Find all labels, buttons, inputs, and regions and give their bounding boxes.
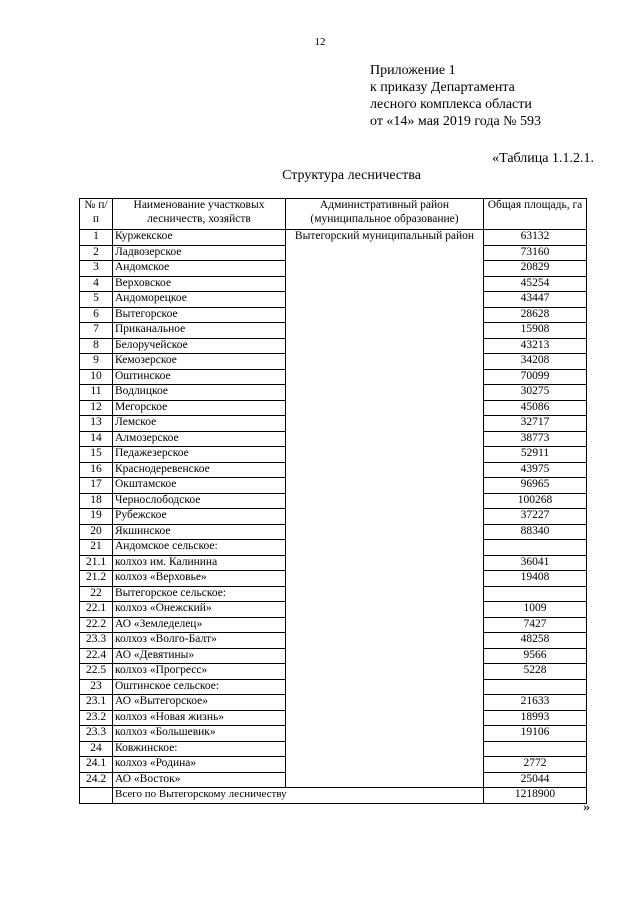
appendix-line: к приказу Департамента xyxy=(370,80,515,95)
row-name: Верховское xyxy=(113,276,286,292)
row-num: 10 xyxy=(80,369,113,385)
row-area: 73160 xyxy=(484,245,587,261)
row-num: 23 xyxy=(80,679,113,695)
row-num: 5 xyxy=(80,292,113,308)
header-district: Административный район (муниципальное образование) xyxy=(286,199,484,230)
header-area: Общая площадь, га xyxy=(484,199,587,230)
table-label: «Таблица 1.1.2.1. xyxy=(492,151,594,166)
row-num: 4 xyxy=(80,276,113,292)
row-name: колхоз «Родина» xyxy=(113,757,286,773)
row-num: 7 xyxy=(80,323,113,339)
row-num: 21.2 xyxy=(80,571,113,587)
total-area: 1218900 xyxy=(484,788,587,804)
row-num: 22.5 xyxy=(80,664,113,680)
row-num: 24 xyxy=(80,741,113,757)
row-num: 24.1 xyxy=(80,757,113,773)
row-area: 7427 xyxy=(484,617,587,633)
row-num: 13 xyxy=(80,416,113,432)
row-num: 15 xyxy=(80,447,113,463)
row-name: АО «Земледелец» xyxy=(113,617,286,633)
row-area: 96965 xyxy=(484,478,587,494)
row-area: 48258 xyxy=(484,633,587,649)
row-name: Алмозерское xyxy=(113,431,286,447)
row-name: Краснодеревенское xyxy=(113,462,286,478)
total-row xyxy=(80,788,587,804)
row-area xyxy=(484,540,587,556)
row-num: 23.3 xyxy=(80,726,113,742)
row-name: Окштамское xyxy=(113,478,286,494)
row-name: колхоз «Верховье» xyxy=(113,571,286,587)
row-area: 43213 xyxy=(484,338,587,354)
forestry-table xyxy=(79,198,587,804)
header-num: № п/п xyxy=(80,199,113,230)
row-area: 88340 xyxy=(484,524,587,540)
row-area: 36041 xyxy=(484,555,587,571)
appendix-line: Приложение 1 xyxy=(370,63,456,78)
page-number: 12 xyxy=(314,36,326,48)
row-area: 30275 xyxy=(484,385,587,401)
row-name: АО «Восток» xyxy=(113,772,286,788)
row-area: 63132 xyxy=(484,230,587,246)
row-name: Белоручейское xyxy=(113,338,286,354)
row-area: 28628 xyxy=(484,307,587,323)
row-area: 5228 xyxy=(484,664,587,680)
row-num: 8 xyxy=(80,338,113,354)
total-num-cell xyxy=(80,788,113,804)
row-num: 23.3 xyxy=(80,633,113,649)
row-num: 20 xyxy=(80,524,113,540)
row-num: 9 xyxy=(80,354,113,370)
row-num: 18 xyxy=(80,493,113,509)
row-name: Оштинское xyxy=(113,369,286,385)
row-num: 23.2 xyxy=(80,710,113,726)
row-name: Лемское xyxy=(113,416,286,432)
district-cell: Вытегорский муниципальный район xyxy=(286,230,484,788)
row-name: Андомское сельское: xyxy=(113,540,286,556)
document-title: Структура лесничества xyxy=(282,168,421,183)
row-name: Андомское xyxy=(113,261,286,277)
row-area: 43447 xyxy=(484,292,587,308)
row-name: Якшинское xyxy=(113,524,286,540)
row-num: 23.1 xyxy=(80,695,113,711)
row-area: 70099 xyxy=(484,369,587,385)
row-name: колхоз им. Калинина xyxy=(113,555,286,571)
row-num: 11 xyxy=(80,385,113,401)
row-area xyxy=(484,679,587,695)
row-area: 34208 xyxy=(484,354,587,370)
row-area: 9566 xyxy=(484,648,587,664)
row-name: Куржекское xyxy=(113,230,286,246)
row-area: 45254 xyxy=(484,276,587,292)
row-area: 43975 xyxy=(484,462,587,478)
row-area: 19408 xyxy=(484,571,587,587)
row-area: 2772 xyxy=(484,757,587,773)
row-name: Оштинское сельское: xyxy=(113,679,286,695)
row-name: колхоз «Большевик» xyxy=(113,726,286,742)
row-area: 32717 xyxy=(484,416,587,432)
row-num: 6 xyxy=(80,307,113,323)
row-name: колхоз «Волго-Балт» xyxy=(113,633,286,649)
table-header-row xyxy=(80,199,587,230)
row-num: 21.1 xyxy=(80,555,113,571)
row-area: 38773 xyxy=(484,431,587,447)
total-label: Всего по Вытегорскому лесничеству xyxy=(113,788,484,804)
row-name: колхоз «Прогресс» xyxy=(113,664,286,680)
table-body xyxy=(80,230,587,788)
row-num: 1 xyxy=(80,230,113,246)
closing-quote: » xyxy=(583,800,590,815)
row-num: 14 xyxy=(80,431,113,447)
row-area: 100268 xyxy=(484,493,587,509)
row-num: 19 xyxy=(80,509,113,525)
row-name: колхоз «Новая жизнь» xyxy=(113,710,286,726)
row-area: 37227 xyxy=(484,509,587,525)
row-name: Мегорское xyxy=(113,400,286,416)
appendix-block xyxy=(370,62,541,130)
row-num: 22.2 xyxy=(80,617,113,633)
row-name: Рубежское xyxy=(113,509,286,525)
row-name: Ладвозерское xyxy=(113,245,286,261)
row-num: 22.1 xyxy=(80,602,113,618)
row-area xyxy=(484,586,587,602)
row-area: 45086 xyxy=(484,400,587,416)
row-num: 22.4 xyxy=(80,648,113,664)
row-num: 16 xyxy=(80,462,113,478)
row-num: 24.2 xyxy=(80,772,113,788)
header-name: Наименование участковых лесничеств, хозяйств xyxy=(113,199,286,230)
row-num: 22 xyxy=(80,586,113,602)
row-area xyxy=(484,741,587,757)
row-name: Кемозерское xyxy=(113,354,286,370)
row-name: АО «Девятины» xyxy=(113,648,286,664)
row-area: 18993 xyxy=(484,710,587,726)
row-name: Вытегорское сельское: xyxy=(113,586,286,602)
row-area: 20829 xyxy=(484,261,587,277)
row-name: Педажезерское xyxy=(113,447,286,463)
row-name: Вытегорское xyxy=(113,307,286,323)
row-num: 17 xyxy=(80,478,113,494)
row-area: 15908 xyxy=(484,323,587,339)
row-name: Приканальное xyxy=(113,323,286,339)
row-num: 21 xyxy=(80,540,113,556)
row-area: 25044 xyxy=(484,772,587,788)
row-num: 2 xyxy=(80,245,113,261)
appendix-line: от «14» мая 2019 года № 593 xyxy=(370,114,542,129)
row-name: Андоморецкое xyxy=(113,292,286,308)
row-area: 1009 xyxy=(484,602,587,618)
row-name: Чернослободское xyxy=(113,493,286,509)
row-name: Ковжинское: xyxy=(113,741,286,757)
row-area: 52911 xyxy=(484,447,587,463)
row-area: 19106 xyxy=(484,726,587,742)
row-num: 3 xyxy=(80,261,113,277)
appendix-line: лесного комплекса области xyxy=(370,97,532,112)
row-area: 21633 xyxy=(484,695,587,711)
row-name: Водлицкое xyxy=(113,385,286,401)
row-name: колхоз «Онежский» xyxy=(113,602,286,618)
row-num: 12 xyxy=(80,400,113,416)
table-row xyxy=(80,230,587,246)
row-name: АО «Вытегорское» xyxy=(113,695,286,711)
